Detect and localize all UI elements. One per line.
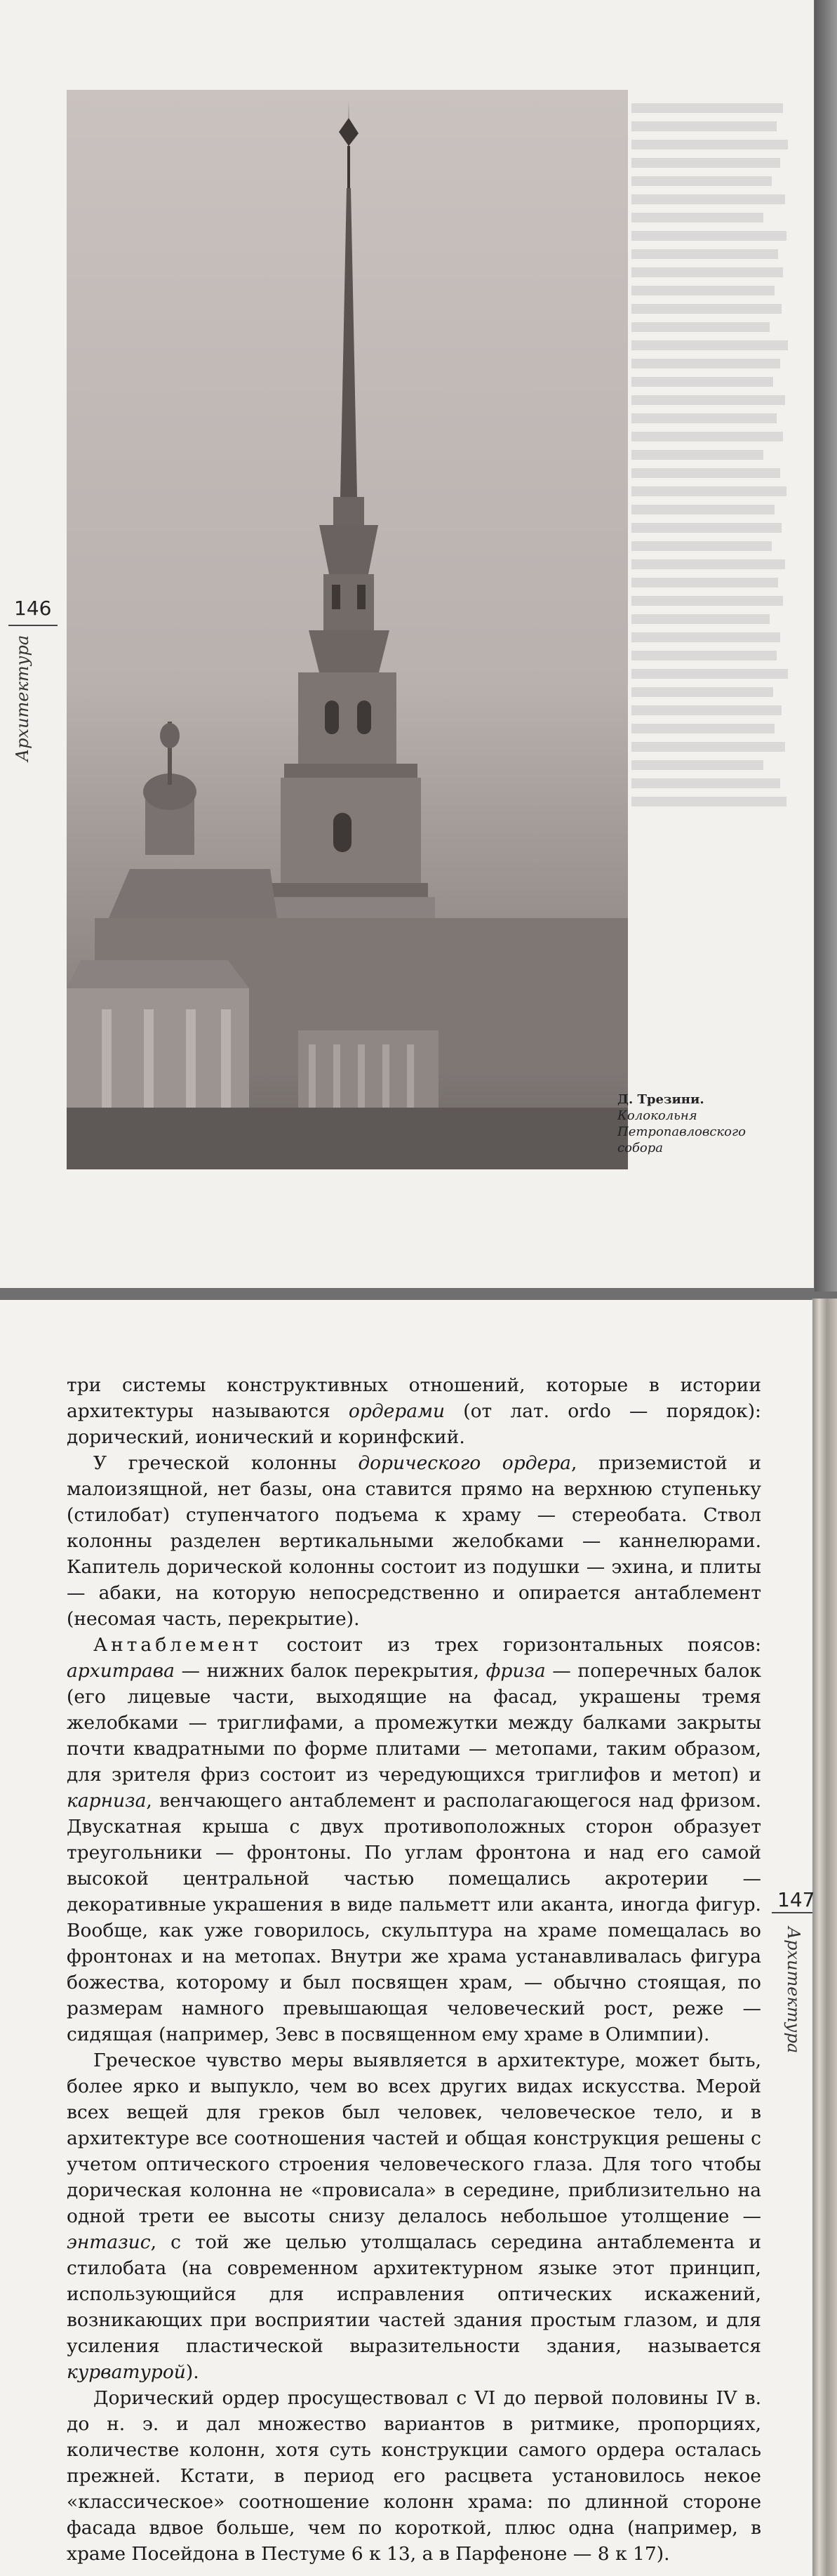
paragraph xyxy=(67,2047,761,2385)
term-spaced: Антаблемент xyxy=(93,1634,262,1656)
text-run: три системы конструктивных отношений, которые в истории архитектуры называются xyxy=(67,1374,761,1422)
text-run: — поперечных балок (его лицевые части, выходящие на фасад, украшены тремя желобками — триглифами, а промежутки между балками закрыты почти квадратными по форме плитами — метопами, таким образом, для зрителя фриз состоит из чередующихся триглифов и метоп) и xyxy=(67,1660,761,1786)
running-head: Архитектура xyxy=(784,1927,803,2054)
text-run: состоит из трех горизонтальных поясов: xyxy=(262,1634,761,1656)
text-run: , с той же целью утолщалась середина антаблемента и стилобата (на современном архитектурном языке этот принцип, использующийся для исправления оптических искажений, возникающих при восприятии частей здания простым глазом, и для усиления пластической выразительности здания, называется xyxy=(67,2231,761,2357)
paragraph xyxy=(67,1632,761,2047)
cathedral-photograph xyxy=(67,90,628,1169)
term-italic: карниза xyxy=(67,1790,147,1812)
page-number-rule xyxy=(8,625,58,626)
term-italic: ордерами xyxy=(348,1400,446,1422)
caption-title: Колокольня Петропавловского собора xyxy=(617,1108,746,1155)
text-run: , венчающего антаблемент и располагающегося над фризом. Двускатная крыша с двух противоположных сторон образует треугольники — фронтоны. По углам фронтона и над его самой высокой центральной частью помещались акротерии — декоративные украшения в виде пальметт или аканта, иногда фигур. Вообще, как уже говорилось, скульптура на храме помещалась во фронтонах и на метопах. Внутри же храма устанавливалась фигура божества, которому и был посвящен храм, — обычно стоящая, по размерам намного превышающая человеческий рост, реже — сидящая (например, Зевс в посвященном ему храме в Олимпии). xyxy=(67,1790,761,2045)
term-italic: энтазис xyxy=(67,2231,151,2253)
book-edge-bottom xyxy=(812,1299,837,2576)
text-run: ). xyxy=(185,2361,199,2383)
caption-author: Д. Трезини. xyxy=(617,1092,704,1107)
paragraph xyxy=(67,1450,761,1632)
page-number: 147 xyxy=(777,1888,815,1911)
term-italic: дорического ордера xyxy=(358,1452,571,1474)
page-number-rule xyxy=(772,1912,812,1913)
page-146 xyxy=(0,0,814,1288)
term-italic: фриза xyxy=(486,1660,546,1682)
bleed-through-text xyxy=(631,95,796,1190)
term-italic: архитрава xyxy=(67,1660,175,1682)
bell-tower-illustration xyxy=(67,90,628,1169)
body-text xyxy=(67,1372,761,2567)
text-run: У греческой колонны xyxy=(93,1452,359,1474)
photo-caption xyxy=(617,1091,758,1156)
text-run: (от лат. ordo — порядок): дорический, ионический и коринфский. xyxy=(67,1400,761,1448)
page-number: 146 xyxy=(14,597,52,620)
paragraph xyxy=(67,1372,761,1450)
book-edge-top xyxy=(815,0,837,1292)
text-run: — нижних балок перекрытия, xyxy=(174,1660,486,1682)
paragraph: Дорический ордер просуществовал с VI до первой половины IV в. до н. э. и дал множество вариантов в ритмике, пропорциях, количестве колонн, хотя суть конструкции самого ордера осталась прежней. Кстати, в период его расцвета установилось некое «классическое» соотношение колонн храма: по длинной стороне фасада вдвое больше, чем по короткой, плюс одна (например, в храме Посейдона в Пестуме 6 к 13, а в Парфеноне — 8 к 17). xyxy=(67,2387,761,2565)
running-head: Архитектура xyxy=(13,635,32,762)
text-run: Греческое чувство меры выявляется в архитектуре, может быть, более ярко и выпукло, чем во всех других видах искусства. Мерой всех вещей для греков был человек, человеческое тело, и в архитектуре все соотношения частей и общая конструкция решены с учетом оптического строения человеческого глаза. Для того чтобы дорическая колонна не «провисала» в середине, приблизительно на одной трети ее высоты снизу делалось небольшое утолщение — xyxy=(67,2050,761,2227)
text-run: , приземистой и малоизящной, нет базы, она ставится прямо на верхнюю ступеньку (стилобат) ступенчатого подъема к храму — стереобата. Ствол колонны разделен вертикальными желобками — каннелюрами. Капитель дорической колонны состоит из подушки — эхина, и плиты — абаки, на которую непосредственно и опирается антаблемент (несомая часть, перекрытие). xyxy=(67,1452,761,1630)
term-italic: курватурой xyxy=(67,2361,186,2383)
